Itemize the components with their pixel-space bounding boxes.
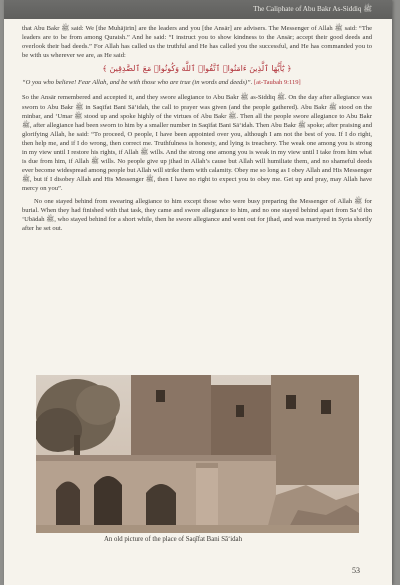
- photo-caption: An old picture of the place of Saqīfat Bani Sā‘idah: [104, 536, 242, 543]
- verse-translation: [22, 78, 372, 87]
- page-body: [22, 24, 372, 236]
- running-header: [4, 0, 392, 19]
- quran-verse-arabic: ﴿ يَٰٓأَيُّهَا ٱلَّذِينَ ءَامَنُوا۟ ٱتَّقُوا۟ ٱللَّهَ وَكُونُوا۟ مَعَ ٱلصَّٰدِقِينَ ﴾: [102, 64, 292, 74]
- paragraph-1: that Abu Bakr ﷺ said: We [the Muhājirīn] are the leaders and you [the Ansār] are advisers. The Messenger of Allah ﷺ said: “The leaders are to be from among Quraish.” And he said: “I instruct you to show kindness to the Ansār; accept their good deeds and overlook their bad deeds.” For Allah has called us the truthful and He has called you the successful, and He has commanded you to be with us wherever we are, as He said:: [22, 25, 372, 60]
- saqifah-photo-illustration: [36, 375, 359, 533]
- verse-translation-text: “O you who believe! Fear Allah, and be with those who are true (in words and deeds)”.: [22, 79, 253, 87]
- historic-photo: [36, 375, 359, 533]
- paragraph-2: So the Ansār remembered and accepted it, and they swore allegiance to Abu Bakr ﷺ as-Siddiq ﷺ. On the day after allegiance was sworn to Abu Bakr ﷺ in Saqīfat Bani Sā‘idah, the call to prayer was given (and the people gathered). Abu Bakr ﷺ stood on the minbar, and ‘Umar ﷺ stood up and spoke highly of the virtues of Abu Bakr ﷺ. Then all the people swore allegiance to Abu Bakr ﷺ, after allegiance had been sworn to him by a smaller number in Saqīfat Bani Sā‘idah. Then Abu Bakr ﷺ spoke; after praising and glorifying Allah, he said: “To proceed, O people, I have been appointed over you, although I am not the best of you. If I do right, then help me, and if I do wrong, then correct me. Truthfulness is honesty, and lying is treachery. The weak one among you is strong in my view until I restore his rights, if Allah ﷺ wills. And the strong one among you is weak in my view until I take from him what is due from him, if Allah ﷺ wills. No people give up jihad in Allah’s cause but Allah will humiliate them, and no shameful deeds ever become widespread among people but Allah will strike them with calamity. Obey me so long as I obey Allah and His Messenger ﷺ, but if I disobey Allah and His Messenger ﷺ, then I have no right to expect you to obey me. Get up and pray, may Allah have mercy on you”.: [22, 94, 373, 193]
- header-title: The Caliphate of Abu Bakr As-Siddiq ﷺ: [253, 5, 372, 13]
- book-page: [4, 0, 392, 585]
- verse-reference: [at-Taubah 9:119]: [253, 79, 301, 87]
- page-number: 53: [352, 566, 360, 575]
- paragraph-3: No one stayed behind from swearing allegiance to him except those who were busy preparing the Messenger of Allah ﷺ for burial. When they had finished with that task, they came and swore allegiance to him, and no one stayed behind apart from Sa‘d ibn ‘Ubādah ﷺ, who stayed behind for a short while, then he swore allegiance and went out for jihad, and was martyred in Syria shortly after he set out.: [22, 197, 372, 232]
